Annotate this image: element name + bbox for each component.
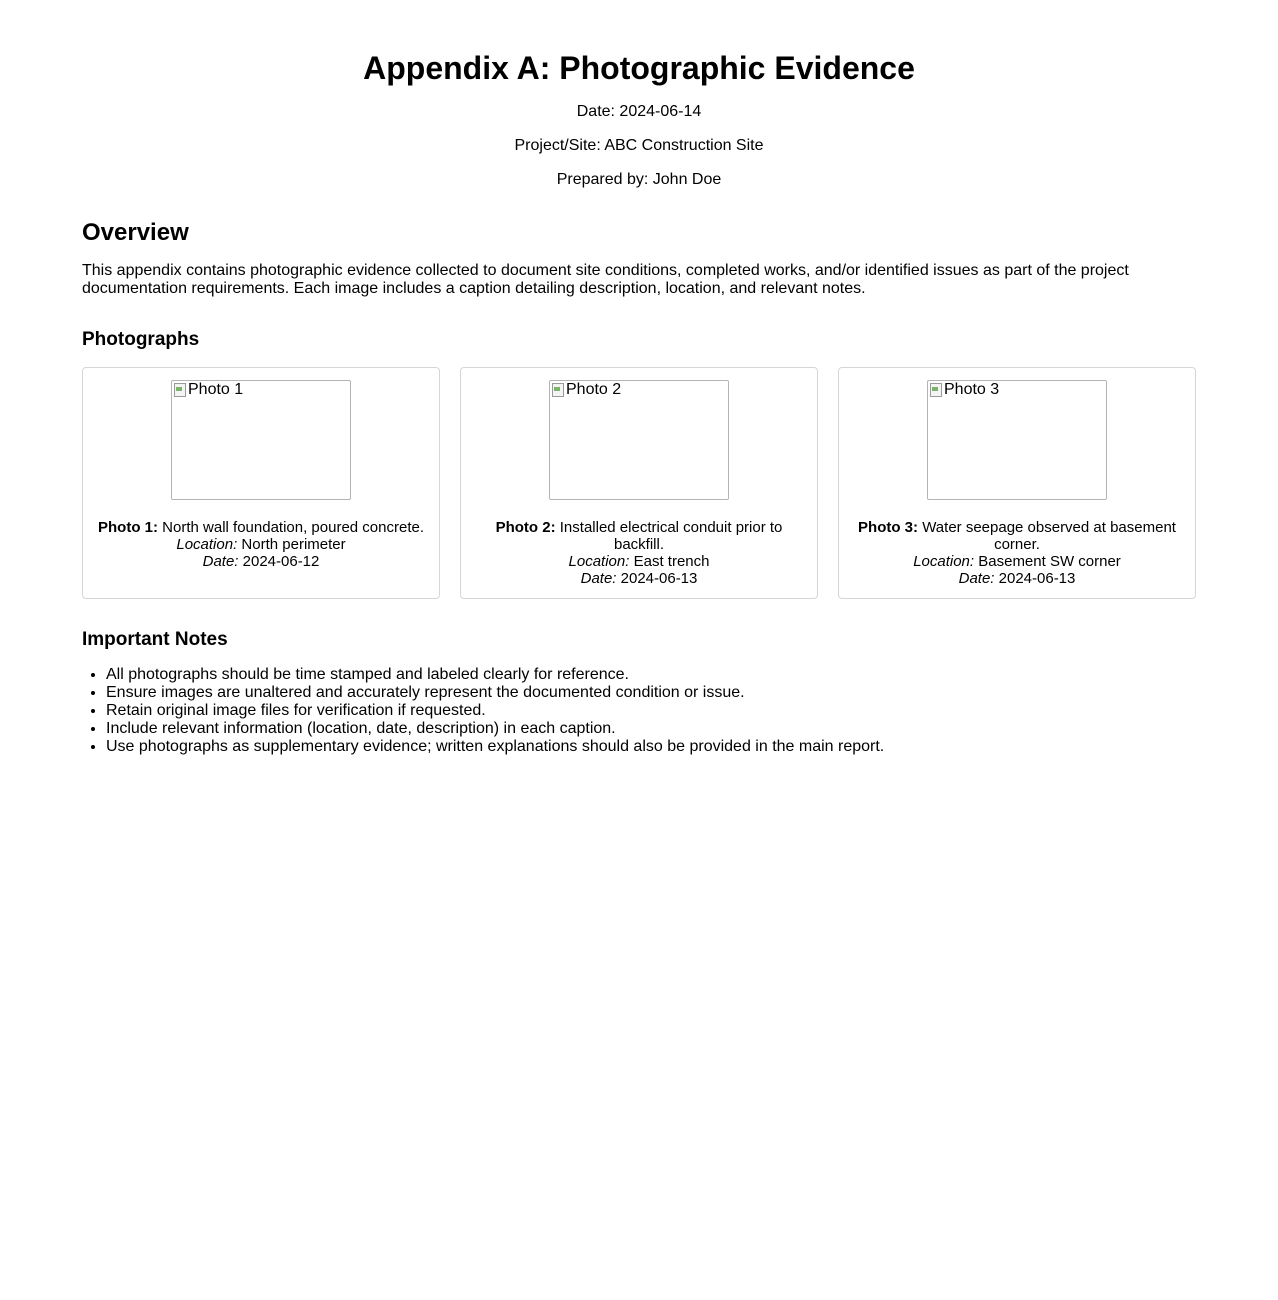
photo-caption [473,519,805,587]
photo-card [838,367,1196,599]
photo-image[interactable] [927,380,1107,500]
photo-date: 2024-06-13 [998,570,1076,587]
photo-card [82,367,440,599]
photo-card [460,367,818,599]
photo-location: North perimeter [241,536,346,553]
broken-image-icon [928,382,944,398]
broken-image-icon [172,382,188,398]
photo-image[interactable] [549,380,729,500]
overview-heading: Overview [82,219,189,246]
photo-alt-text: Photo 3 [944,381,1000,398]
list-item: • All photographs should be time stamped and labeled clearly for reference. [106,666,884,684]
photo-grid [82,367,1196,599]
broken-image-icon [550,382,566,398]
report-date: Date: 2024-06-14 [576,103,702,120]
photo-description: North wall foundation, poured concrete. [162,519,424,536]
location-label: Location: [913,553,975,570]
location-label: Location: [568,553,630,570]
photographs-heading: Photographs [82,329,200,350]
date-label: Date: [580,570,617,587]
photo-date: 2024-06-13 [620,570,698,587]
photo-location: Basement SW corner [978,553,1121,570]
photo-alt-text: Photo 2 [566,381,622,398]
notes-list [82,666,884,756]
photo-caption [851,519,1183,587]
date-label: Date: [202,553,239,570]
photo-label: Photo 1: [98,519,158,536]
photo-date: 2024-06-12 [242,553,320,570]
photo-caption [95,519,427,570]
overview-text: This appendix contains photographic evidence collected to document site conditions, completed works, and/or identified issues as part of the project documentation requirements. Each image includes a caption detailing description, location, and relevant notes. [82,262,1129,297]
photo-location: East trench [633,553,710,570]
location-label: Location: [176,536,238,553]
photo-label: Photo 3: [858,519,919,536]
photo-description: Water seepage observed at basement corner. [922,519,1176,553]
photo-description: Installed electrical conduit prior to backfill. [559,519,783,553]
list-item: • Ensure images are unaltered and accurately represent the documented condition or issue. [106,684,884,702]
photo-alt-text: Photo 1 [188,381,244,398]
list-item: • Use photographs as supplementary evidence; written explanations should also be provided in the main report. [106,738,884,756]
page-title: Appendix A: Photographic Evidence [363,50,915,86]
date-label: Date: [958,570,995,587]
list-item: • Retain original image files for verification if requested. [106,702,884,720]
list-item: • Include relevant information (location, date, description) in each caption. [106,720,884,738]
prepared-by: Prepared by: John Doe [556,171,722,188]
photo-label: Photo 2: [495,519,556,536]
document-header [0,48,1278,190]
project-site: Project/Site: ABC Construction Site [514,137,764,154]
photo-image[interactable] [171,380,351,500]
important-notes-heading: Important Notes [82,629,228,650]
